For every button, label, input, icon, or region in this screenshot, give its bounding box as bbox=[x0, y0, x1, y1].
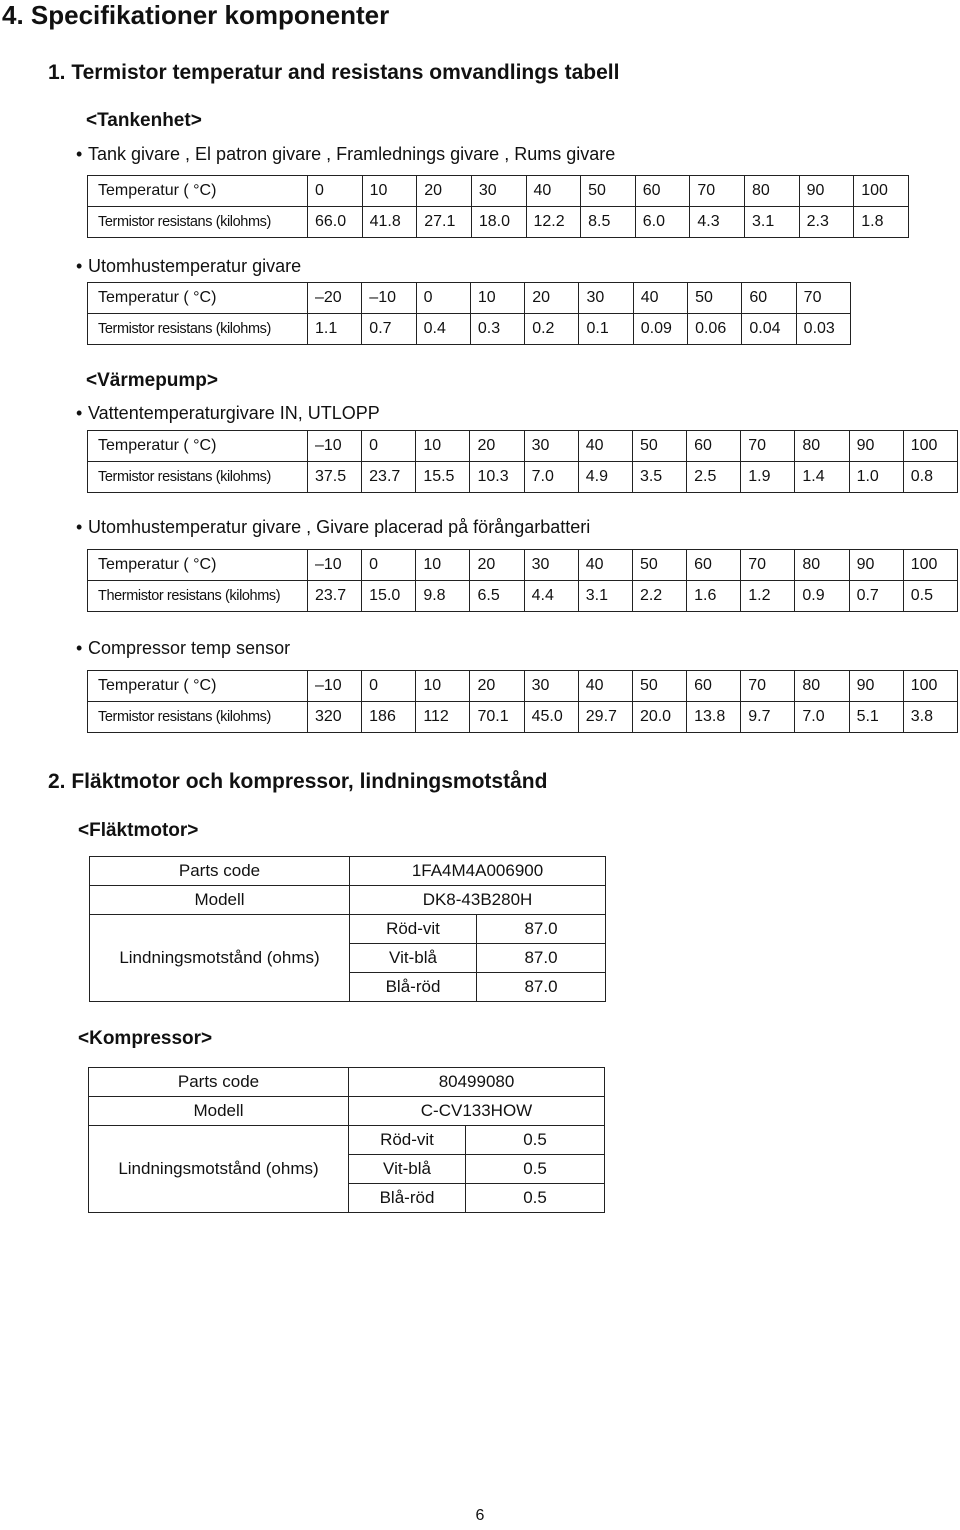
res-cell: 70.1 bbox=[470, 702, 524, 733]
temp-cell: 0 bbox=[308, 176, 363, 207]
winding-pair: Röd-vit bbox=[349, 1126, 466, 1155]
winding-label: Lindningsmotstånd (ohms) bbox=[90, 915, 350, 1002]
res-cell: 9.8 bbox=[416, 581, 470, 612]
res-cell: 8.5 bbox=[581, 207, 636, 238]
temp-cell: 10 bbox=[362, 176, 417, 207]
res-cell: 10.3 bbox=[470, 462, 524, 493]
temp-cell: 10 bbox=[416, 671, 470, 702]
res-cell: 20.0 bbox=[632, 702, 686, 733]
res-cell: 66.0 bbox=[308, 207, 363, 238]
resistance-label: Termistor resistans (kilohms) bbox=[88, 207, 308, 238]
res-cell: 18.0 bbox=[471, 207, 526, 238]
temp-cell: 100 bbox=[903, 431, 957, 462]
winding-value: 0.5 bbox=[466, 1155, 605, 1184]
bullet-tank-givare bbox=[76, 143, 615, 165]
res-cell: 45.0 bbox=[524, 702, 578, 733]
res-cell: 37.5 bbox=[308, 462, 362, 493]
bullet-text: Utomhustemperatur givare , Givare placerad på förångarbatteri bbox=[88, 517, 591, 537]
res-cell: 0.4 bbox=[416, 314, 470, 345]
bullet-text: Compressor temp sensor bbox=[88, 638, 291, 658]
temperature-row bbox=[88, 176, 909, 207]
res-cell: 15.0 bbox=[362, 581, 416, 612]
temp-cell: 50 bbox=[632, 431, 686, 462]
res-cell: 4.4 bbox=[524, 581, 578, 612]
temp-cell: 10 bbox=[470, 283, 524, 314]
temp-cell: 70 bbox=[796, 283, 850, 314]
thermistor-table-outdoor bbox=[87, 282, 851, 345]
modell-value: C-CV133HOW bbox=[349, 1097, 605, 1126]
temp-cell: 90 bbox=[849, 431, 903, 462]
temp-cell: 60 bbox=[687, 550, 741, 581]
temperature-label: Temperatur ( °C) bbox=[88, 431, 308, 462]
varmepump-label: <Värmepump> bbox=[86, 370, 218, 391]
temp-cell: 50 bbox=[688, 283, 742, 314]
res-cell: 3.5 bbox=[632, 462, 686, 493]
tankenhet-label: <Tankenhet> bbox=[86, 110, 202, 131]
winding-pair: Vit-blå bbox=[349, 1155, 466, 1184]
section-2-heading: 2. Fläktmotor och kompressor, lindningsmotstånd bbox=[48, 770, 548, 793]
res-cell: 186 bbox=[362, 702, 416, 733]
compressor-table bbox=[88, 1067, 605, 1213]
res-cell: 1.4 bbox=[795, 462, 849, 493]
temp-cell: 40 bbox=[578, 550, 632, 581]
temp-cell: 80 bbox=[795, 550, 849, 581]
temp-cell: 30 bbox=[524, 550, 578, 581]
res-cell: 41.8 bbox=[362, 207, 417, 238]
temp-cell: 50 bbox=[632, 550, 686, 581]
temp-cell: 100 bbox=[854, 176, 909, 207]
temp-cell: 60 bbox=[742, 283, 796, 314]
temp-cell: 0 bbox=[362, 550, 416, 581]
res-cell: 0.06 bbox=[688, 314, 742, 345]
res-cell: 0.04 bbox=[742, 314, 796, 345]
bullet-utomhus-givare bbox=[76, 255, 301, 277]
res-cell: 29.7 bbox=[578, 702, 632, 733]
bullet-text: Vattentemperaturgivare IN, UTLOPP bbox=[88, 403, 380, 423]
temp-cell: 80 bbox=[795, 671, 849, 702]
temp-cell: 40 bbox=[578, 431, 632, 462]
temp-cell: –10 bbox=[362, 283, 416, 314]
temp-cell: –20 bbox=[308, 283, 362, 314]
res-cell: 9.7 bbox=[741, 702, 795, 733]
temp-cell: 40 bbox=[633, 283, 687, 314]
temp-cell: 40 bbox=[526, 176, 581, 207]
winding-value: 87.0 bbox=[477, 944, 606, 973]
temp-cell: 20 bbox=[525, 283, 579, 314]
res-cell: 0.9 bbox=[795, 581, 849, 612]
temp-cell: 100 bbox=[903, 550, 957, 581]
winding-pair: Vit-blå bbox=[350, 944, 477, 973]
page-title: 4. Specifikationer komponenter bbox=[2, 0, 390, 30]
res-cell: 320 bbox=[308, 702, 362, 733]
temperature-label: Temperatur ( °C) bbox=[88, 283, 308, 314]
res-cell: 7.0 bbox=[524, 462, 578, 493]
bullet-dot: • bbox=[76, 638, 83, 658]
temp-cell: 20 bbox=[470, 671, 524, 702]
page-number: 6 bbox=[475, 1507, 485, 1524]
res-cell: 2.5 bbox=[687, 462, 741, 493]
temp-cell: 90 bbox=[849, 671, 903, 702]
res-cell: 1.0 bbox=[849, 462, 903, 493]
res-cell: 112 bbox=[416, 702, 470, 733]
bullet-vatten-givare bbox=[76, 402, 380, 424]
temp-cell: –10 bbox=[308, 550, 362, 581]
resistance-row bbox=[88, 314, 851, 345]
temp-cell: 20 bbox=[417, 176, 472, 207]
bullet-text: Utomhustemperatur givare bbox=[88, 256, 302, 276]
compressor-label: <Kompressor> bbox=[78, 1028, 213, 1049]
temperature-row bbox=[88, 671, 958, 702]
res-cell: 1.8 bbox=[854, 207, 909, 238]
thermistor-table-tank bbox=[87, 175, 909, 238]
thermistor-table-evaporator bbox=[87, 549, 958, 612]
temp-cell: 10 bbox=[416, 550, 470, 581]
modell-label: Modell bbox=[89, 1097, 349, 1126]
temperature-label: Temperatur ( °C) bbox=[88, 671, 308, 702]
temp-cell: 40 bbox=[578, 671, 632, 702]
res-cell: 3.1 bbox=[578, 581, 632, 612]
temp-cell: 10 bbox=[416, 431, 470, 462]
res-cell: 2.3 bbox=[799, 207, 854, 238]
winding-value: 87.0 bbox=[477, 973, 606, 1002]
bullet-text: Tank givare , El patron givare , Framlednings givare , Rums givare bbox=[88, 144, 616, 164]
res-cell: 2.2 bbox=[632, 581, 686, 612]
bullet-dot: • bbox=[76, 256, 83, 276]
temp-cell: 20 bbox=[470, 431, 524, 462]
resistance-row bbox=[88, 207, 909, 238]
res-cell: 23.7 bbox=[362, 462, 416, 493]
res-cell: 0.1 bbox=[579, 314, 633, 345]
res-cell: 15.5 bbox=[416, 462, 470, 493]
resistance-label: Thermistor resistans (kilohms) bbox=[88, 581, 308, 612]
res-cell: 4.3 bbox=[690, 207, 745, 238]
temp-cell: 60 bbox=[687, 431, 741, 462]
res-cell: 3.1 bbox=[745, 207, 800, 238]
res-cell: 23.7 bbox=[308, 581, 362, 612]
res-cell: 1.1 bbox=[308, 314, 362, 345]
res-cell: 4.9 bbox=[578, 462, 632, 493]
temp-cell: 60 bbox=[687, 671, 741, 702]
temp-cell: 50 bbox=[581, 176, 636, 207]
temp-cell: 20 bbox=[470, 550, 524, 581]
modell-row bbox=[89, 1097, 605, 1126]
temp-cell: 90 bbox=[799, 176, 854, 207]
res-cell: 0.8 bbox=[903, 462, 957, 493]
modell-row bbox=[90, 886, 606, 915]
parts-code-label: Parts code bbox=[90, 857, 350, 886]
temp-cell: 0 bbox=[416, 283, 470, 314]
temp-cell: 30 bbox=[524, 671, 578, 702]
temp-cell: 70 bbox=[741, 550, 795, 581]
temp-cell: 0 bbox=[362, 431, 416, 462]
temperature-row bbox=[88, 431, 958, 462]
bullet-dot: • bbox=[76, 517, 83, 537]
resistance-row bbox=[88, 702, 958, 733]
temp-cell: 100 bbox=[903, 671, 957, 702]
res-cell: 6.0 bbox=[635, 207, 690, 238]
resistance-label: Termistor resistans (kilohms) bbox=[88, 462, 308, 493]
bullet-dot: • bbox=[76, 403, 83, 423]
temp-cell: 60 bbox=[635, 176, 690, 207]
res-cell: 27.1 bbox=[417, 207, 472, 238]
winding-row bbox=[90, 915, 606, 944]
res-cell: 3.8 bbox=[903, 702, 957, 733]
temp-cell: 30 bbox=[579, 283, 633, 314]
temp-cell: 0 bbox=[362, 671, 416, 702]
res-cell: 13.8 bbox=[687, 702, 741, 733]
res-cell: 0.03 bbox=[796, 314, 850, 345]
temp-cell: 30 bbox=[524, 431, 578, 462]
res-cell: 0.7 bbox=[849, 581, 903, 612]
temp-cell: 80 bbox=[795, 431, 849, 462]
thermistor-table-water bbox=[87, 430, 958, 493]
temp-cell: 30 bbox=[471, 176, 526, 207]
resistance-row bbox=[88, 462, 958, 493]
temp-cell: 80 bbox=[745, 176, 800, 207]
res-cell: 7.0 bbox=[795, 702, 849, 733]
parts-code-value: 1FA4M4A006900 bbox=[350, 857, 606, 886]
thermistor-table-compressor bbox=[87, 670, 958, 733]
bullet-compressor-sensor bbox=[76, 637, 290, 659]
res-cell: 1.6 bbox=[687, 581, 741, 612]
temp-cell: 90 bbox=[849, 550, 903, 581]
resistance-label: Termistor resistans (kilohms) bbox=[88, 314, 308, 345]
temperature-label: Temperatur ( °C) bbox=[88, 176, 308, 207]
resistance-label: Termistor resistans (kilohms) bbox=[88, 702, 308, 733]
section-1-heading: 1. Termistor temperatur and resistans omvandlings tabell bbox=[48, 61, 620, 84]
temp-cell: 70 bbox=[741, 431, 795, 462]
modell-value: DK8-43B280H bbox=[350, 886, 606, 915]
winding-row bbox=[89, 1126, 605, 1155]
winding-value: 0.5 bbox=[466, 1126, 605, 1155]
res-cell: 6.5 bbox=[470, 581, 524, 612]
fan-motor-table bbox=[89, 856, 606, 1002]
parts-code-row bbox=[90, 857, 606, 886]
temp-cell: 50 bbox=[632, 671, 686, 702]
temp-cell: –10 bbox=[308, 431, 362, 462]
resistance-row bbox=[88, 581, 958, 612]
winding-pair: Blå-röd bbox=[349, 1184, 466, 1213]
winding-value: 87.0 bbox=[477, 915, 606, 944]
parts-code-label: Parts code bbox=[89, 1068, 349, 1097]
parts-code-value: 80499080 bbox=[349, 1068, 605, 1097]
temperature-label: Temperatur ( °C) bbox=[88, 550, 308, 581]
winding-pair: Blå-röd bbox=[350, 973, 477, 1002]
res-cell: 0.3 bbox=[470, 314, 524, 345]
fan-motor-label: <Fläktmotor> bbox=[78, 820, 199, 841]
temp-cell: 70 bbox=[690, 176, 745, 207]
winding-pair: Röd-vit bbox=[350, 915, 477, 944]
bullet-dot: • bbox=[76, 144, 83, 164]
res-cell: 1.9 bbox=[741, 462, 795, 493]
parts-code-row bbox=[89, 1068, 605, 1097]
winding-value: 0.5 bbox=[466, 1184, 605, 1213]
res-cell: 0.09 bbox=[633, 314, 687, 345]
res-cell: 12.2 bbox=[526, 207, 581, 238]
winding-label: Lindningsmotstånd (ohms) bbox=[89, 1126, 349, 1213]
temp-cell: 70 bbox=[741, 671, 795, 702]
temperature-row bbox=[88, 550, 958, 581]
res-cell: 5.1 bbox=[849, 702, 903, 733]
res-cell: 0.5 bbox=[903, 581, 957, 612]
temp-cell: –10 bbox=[308, 671, 362, 702]
res-cell: 0.2 bbox=[525, 314, 579, 345]
bullet-evaporator-givare bbox=[76, 516, 590, 538]
temperature-row bbox=[88, 283, 851, 314]
res-cell: 0.7 bbox=[362, 314, 416, 345]
res-cell: 1.2 bbox=[741, 581, 795, 612]
modell-label: Modell bbox=[90, 886, 350, 915]
